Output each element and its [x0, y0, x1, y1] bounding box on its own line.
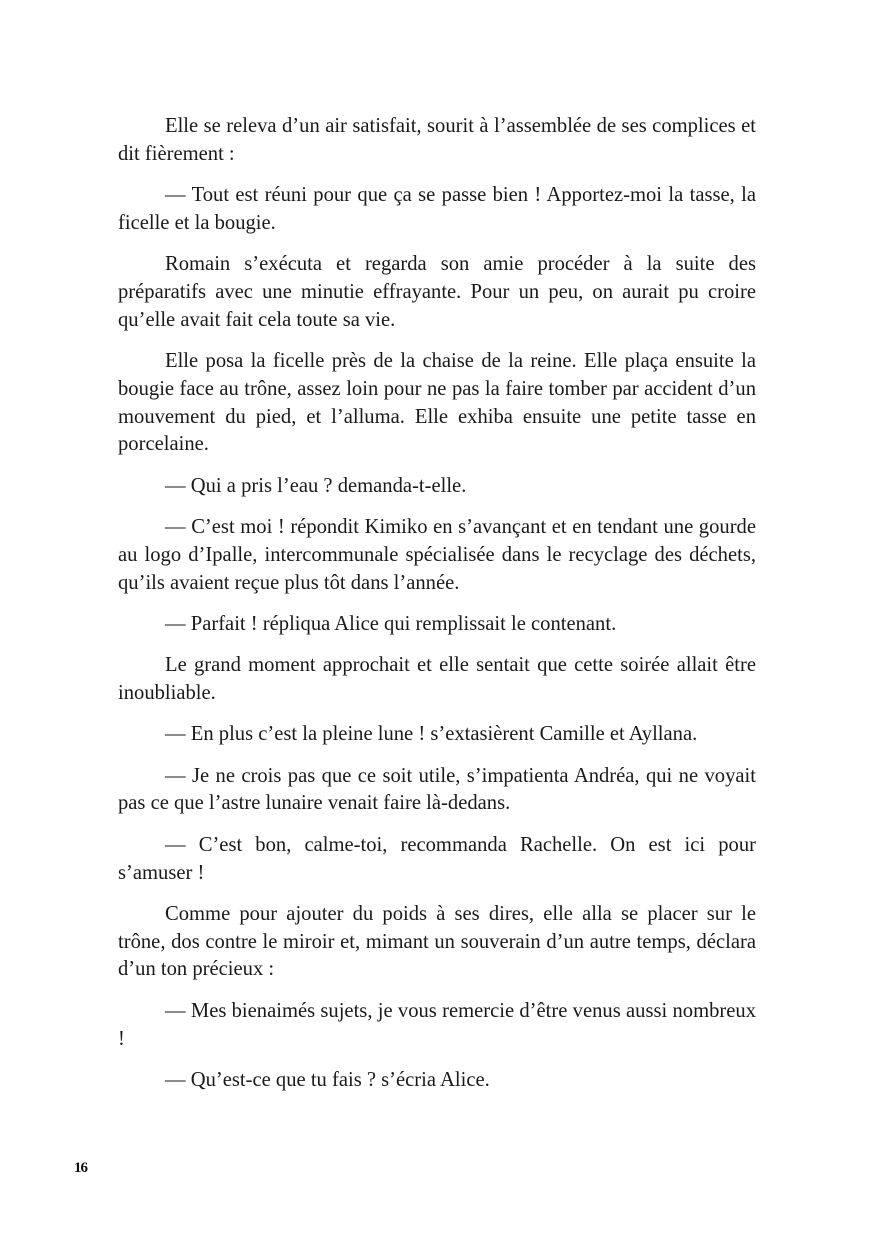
page-body — [118, 113, 756, 1108]
paragraph: — En plus c’est la pleine lune ! s’extasièrent Camille et Ayllana. — [165, 723, 698, 746]
paragraph: — Qui a pris l’eau ? demanda-t-elle. — [165, 474, 467, 497]
page-number: 16 — [74, 1160, 87, 1176]
paragraph: Elle posa la ficelle près de la chaise de la reine. Elle plaça ensuite la bougie face au trône, assez loin pour ne pas la faire tomber par accident d’un mouvement du pied, et l’alluma. Elle exhiba ensuite une petite tasse en porcelaine. — [118, 350, 756, 456]
paragraph: — Parfait ! répliqua Alice qui remplissait le contenant. — [165, 612, 617, 635]
paragraph: — C’est bon, calme-toi, recommanda Rachelle. On est ici pour s’amuser ! — [118, 833, 756, 884]
paragraph: — Je ne crois pas que ce soit utile, s’impatienta Andréa, qui ne voyait pas ce que l’astre lunaire venait faire là-dedans. — [118, 764, 756, 815]
paragraph: Comme pour ajouter du poids à ses dires, elle alla se placer sur le trône, dos contre le miroir et, mimant un souverain d’un autre temps, déclara d’un ton précieux : — [118, 902, 756, 981]
paragraph: — C’est moi ! répondit Kimiko en s’avançant et en tendant une gourde au logo d’Ipalle, intercommunale spécialisée dans le recyclage des déchets, qu’ils avaient reçue plus tôt dans l’année. — [118, 516, 756, 594]
paragraph: — Tout est réuni pour que ça se passe bien ! Apportez-moi la tasse, la ficelle et la bougie. — [118, 184, 756, 234]
paragraph: — Mes bienaimés sujets, je vous remercie d’être venus aussi nombreux ! — [118, 999, 756, 1050]
paragraph: Romain s’exécuta et regarda son amie procéder à la suite des préparatifs avec une minutie effrayante. Pour un peu, on aurait pu croire qu’elle avait fait cela toute sa vie. — [118, 253, 756, 331]
paragraph: Elle se releva d’un air satisfait, sourit à l’assemblée de ses complices et dit fièrement : — [118, 115, 756, 165]
paragraph: Le grand moment approchait et elle sentait que cette soirée allait être inoubliable. — [118, 654, 756, 705]
paragraph: — Qu’est-ce que tu fais ? s’écria Alice. — [165, 1068, 490, 1091]
